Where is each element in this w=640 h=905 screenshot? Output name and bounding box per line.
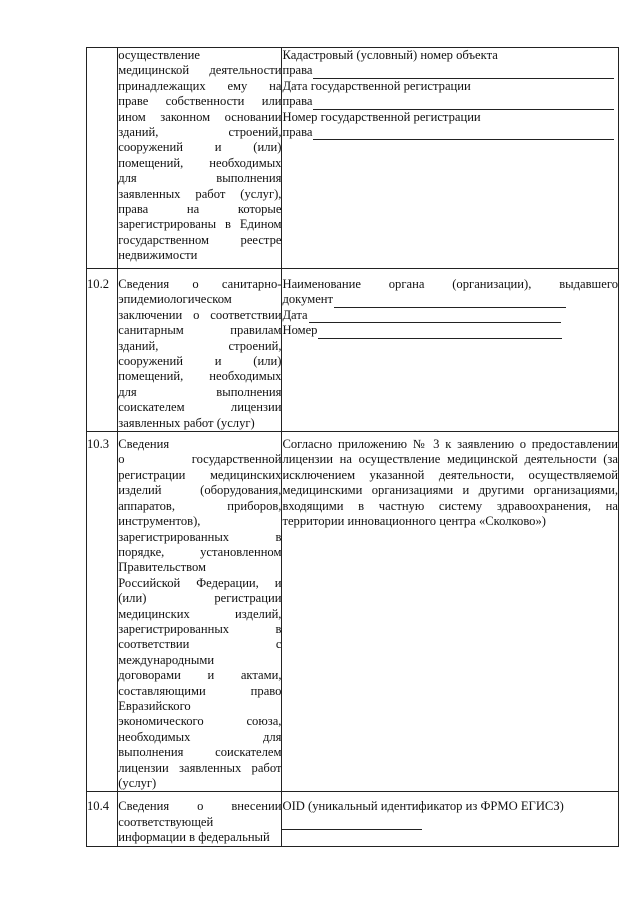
table-row [87, 792, 619, 847]
row-description: осуществление медицинской деятельности принадлежащих ему на праве собственности или ином законном основании зданий, строений, сооружений и (или) помещений, необходимых для выполнения заявленных работ (услуг), права на которые зарегистрированы в Едином государственном реестре недвижимости [118, 48, 282, 269]
row-value [282, 269, 619, 432]
registration-date-label: Дата государственной регистрации [282, 78, 471, 93]
table-row [87, 48, 619, 269]
issuing-authority-label: Наименование органа (организации), выдавшего [282, 277, 618, 291]
row-number: 10.3 [87, 432, 118, 792]
row-description: Сведения о внесении соответствующей информации в федеральный [118, 792, 282, 847]
row-description: Сведения о государственной регистрации медицинских изделий (оборудования, аппаратов, приборов, инструментов), зарегистрированных в порядке, установленном Правительством Российской Федерации, и (или) регистрации медицинских изделий, зарегистрированных в соответствии с международными договорами и актами, составляющими право Евразийского экономического союза, необходимых для выполнения соискателем лицензии заявленных работ (услуг) [118, 432, 282, 792]
registration-number-label: Номер государственной регистрации [282, 109, 481, 124]
issuing-authority-field[interactable]: документ [282, 292, 618, 307]
row-value [282, 792, 619, 847]
row-number: 10.2 [87, 269, 118, 432]
cadastral-number-field[interactable]: права [282, 63, 618, 78]
license-application-table [86, 47, 619, 847]
document-date-field[interactable]: Дата [282, 308, 618, 323]
oid-label: OID (уникальный идентификатор из ФРМО ЕГИСЗ) [282, 799, 564, 814]
table-row [87, 432, 619, 792]
row-number [87, 48, 118, 269]
row-value [282, 48, 619, 269]
table-row [87, 269, 619, 432]
registration-date-field[interactable]: права [282, 94, 618, 109]
row-description: Сведения о санитарно- эпидемиологическом заключении о соответствии санитарным правилам зданий, строений, сооружений и (или) помещений, необходимых для выполнения соискателем лицензии заявленных работ (услуг) [118, 269, 282, 432]
oid-field[interactable] [282, 817, 422, 830]
document-number-field[interactable]: Номер [282, 323, 618, 338]
row-number: 10.4 [87, 792, 118, 847]
row-value: Согласно приложению № 3 к заявлению о предоставлении лицензии на осуществление медицинской деятельности (за исключением указанной деятельности, осуществляемой медицинскими организациями и другими организациями, входящими в частную систему здравоохранения, на территории инновационного центра «Сколково») [282, 432, 619, 792]
registration-number-field[interactable]: права [282, 125, 618, 140]
cadastral-number-label: Кадастровый (условный) номер объекта [282, 48, 498, 62]
